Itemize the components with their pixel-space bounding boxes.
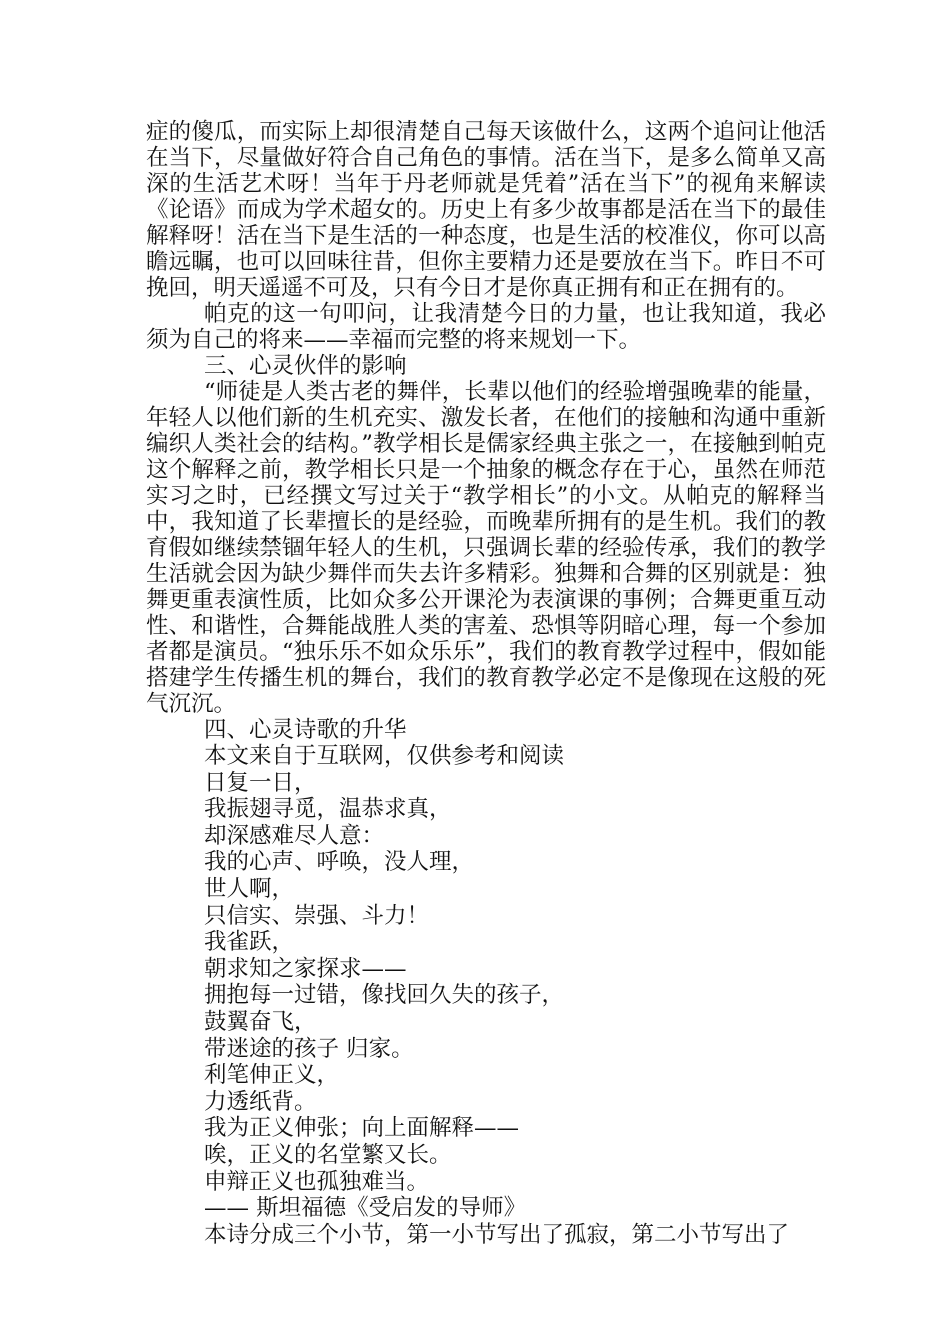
poem-line: 利笔伸正义，: [204, 1062, 340, 1089]
poem-line: 世人啊，: [204, 875, 295, 902]
poem-line: 只信实、崇强、斗力！: [204, 902, 430, 929]
poem-line: 却深感难尽人意：: [204, 822, 385, 849]
poem-line: 唉，正义的名堂繁又长。: [204, 1141, 452, 1168]
poem-line: 日复一日，: [204, 769, 317, 796]
paragraph-living-in-present: 症的傻瓜，而实际上却很清楚自己每天该做什么，这两个追问让他活在当下，尽量做好符合自己角色的事情。活在当下，是多么简单又高深的生活艺术呀！当年于丹老师就是凭着”活在当下”的视角来解读《论语》而成为学术超女的。历史上有多少故事都是活在当下的最佳解释呀！活在当下是生活的一种态度，也是生活的校准仪，你可以高瞻远瞩，也可以回味往昔，但你主要精力还是要放在当下。昨日不可挽回，明天遥遥不可及，只有今日才是你真正拥有和正在拥有的。: [146, 119, 826, 301]
poem-line: 我振翅寻觅，温恭求真，: [204, 796, 452, 823]
poem-line: 带迷途的孩子 归家。: [204, 1035, 414, 1062]
poem-attribution: —— 斯坦福德《受启发的导师》: [204, 1195, 527, 1222]
poem-line: 力透纸背。: [204, 1088, 317, 1115]
poem-block: [146, 743, 826, 1222]
poem-line: 我的心声、呼唤，没人理，: [204, 849, 475, 876]
document-body: [146, 119, 826, 1248]
poem-line: 本文来自于互联网，仅供参考和阅读: [204, 743, 565, 769]
poem-line: 拥抱每一过错，像找回久失的孩子，: [204, 982, 565, 1009]
section-heading-4: 四、心灵诗歌的升华: [204, 717, 407, 743]
poem-line: 我雀跃，: [204, 929, 295, 956]
poem-line: 鼓翼奋飞，: [204, 1008, 317, 1035]
paragraph-poem-analysis: 本诗分成三个小节，第一小节写出了孤寂，第二小节写出了: [204, 1221, 790, 1248]
section-heading-3: 三、心灵伙伴的影响: [204, 353, 407, 379]
poem-line: 朝求知之家探求——: [204, 955, 407, 982]
poem-line: 申辩正义也孤独难当。: [204, 1168, 430, 1195]
paragraph-teaching-partners: “师徒是人类古老的舞伴，长辈以他们的经验增强晚辈的能量，年轻人以他们新的生机充实、激发长者，在他们的接触和沟通中重新编织人类社会的结构。”教学相长是儒家经典主张之一，在接触到帕克这个解释之前，教学相长只是一个抽象的概念存在于心，虽然在师范实习之时，已经撰文写过关于“教学相长”的小文。从帕克的解释当中，我知道了长辈擅长的是经验，而晚辈所拥有的是生机。我们的教育假如继续禁锢年轻人的生机，只强调长辈的经验传承，我们的教学生活就会因为缺少舞伴而失去许多精彩。独舞和合舞的区别就是：独舞更重表演性质，比如众多公开课沦为表演课的事例；合舞更重互动性、和谐性，合舞能战胜人类的害羞、恐惧等阴暗心理，每一个参加者都是演员。“独乐乐不如众乐乐”，我们的教育教学过程中，假如能搭建学生传播生机的舞台，我们的教育教学必定不是像现在这般的死气沉沉。: [146, 379, 826, 717]
poem-line: 我为正义伸张；向上面解释——: [204, 1115, 520, 1142]
paragraph-parker-question: 帕克的这一句叩问，让我清楚今日的力量，也让我知道，我必须为自己的将来——幸福而完整的将来规划一下。: [146, 301, 826, 353]
